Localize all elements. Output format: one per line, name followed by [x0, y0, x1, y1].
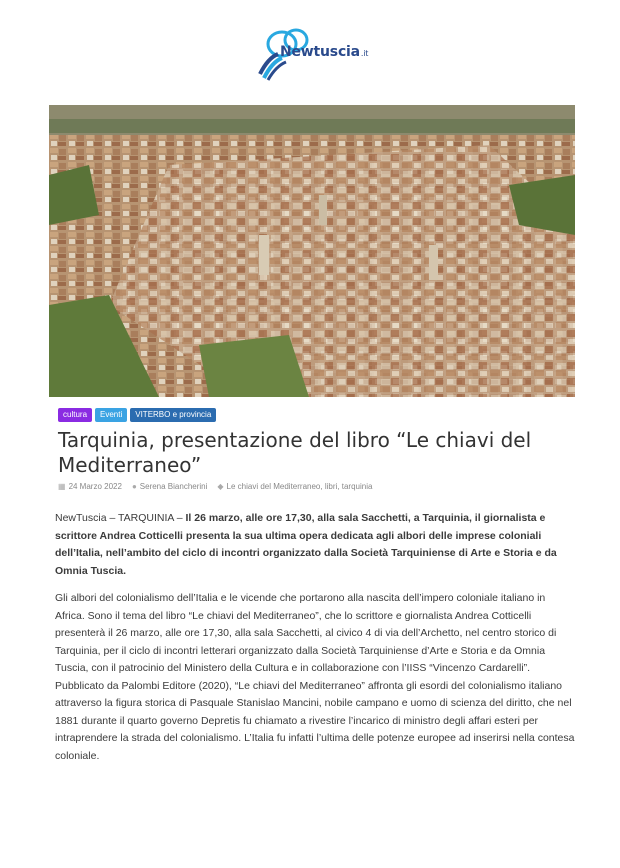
keyword-link[interactable]: Le chiavi del Mediterraneo — [226, 482, 321, 491]
tag-cultura[interactable]: cultura — [58, 408, 92, 422]
tag-icon: ◆ — [217, 482, 224, 491]
meta-date[interactable] — [58, 482, 122, 491]
brand-tld: .it — [360, 49, 369, 58]
site-brand[interactable] — [280, 44, 368, 60]
date-text: 24 Marzo 2022 — [68, 482, 122, 491]
hero-image — [49, 105, 575, 397]
category-tags — [58, 408, 216, 422]
brand-name: Newtuscia — [280, 44, 360, 60]
tag-eventi[interactable]: Eventi — [95, 408, 127, 422]
meta-author[interactable] — [132, 482, 207, 491]
article-lead — [55, 510, 575, 580]
lead-prefix: NewTuscia – TARQUINIA – — [55, 512, 186, 524]
user-icon: ● — [131, 482, 137, 491]
body-paragraph-2: Pubblicato da Palombi Editore (2020), “Le chiavi del Mediterraneo” affronta gli esordi del colonialismo italiano attraverso la figura storica di Pasquale Stanislao Mancini, nobile campano e uomo di scienza del diritto, che nel 1881 durante il quarto governo Depretis fu chiamato a rivestire l’incarico di ministro degli affari esteri per intraprendere la strada del colonialismo. L’Italia fu infatti l’ultima delle potenze europee ad inserirsi nella contesa coloniale. — [55, 679, 575, 762]
keyword-link[interactable]: tarquinia — [341, 482, 373, 491]
article-title: Tarquinia, presentazione del libro “Le chiavi del Mediterraneo” — [58, 428, 532, 477]
lead-bold: Il 26 marzo, alle ore 17,30, alla sala Sacchetti, a Tarquinia, il giornalista e scrittore Andrea Cotticelli presenta la sua ultima opera dedicata agli albori delle imprese coloniali dell’Italia, nell’ambito del ciclo di incontri organizzato dalla Società Tarquiniense di Arte e Storia e da Omnia Tuscia. — [55, 512, 557, 577]
article-meta — [58, 482, 372, 491]
calendar-icon: ▦ — [58, 482, 66, 491]
body-paragraph-1: Gli albori del colonialismo dell’Italia e le vicende che portarono alla nascita dell’impero coloniale italiano in Africa. Sono il tema del libro “Le chiavi del Mediterraneo”, che lo scrittore e giornalista Andrea Cotticelli presenterà il 26 marzo, alle ore 17,30, alla sala Sacchetti, al civico 4 di via dell’Archetto, nel centro storico di Tarquinia, per il ciclo di incontri letterari organizzato dalla Società Tarquiniense d’Arte e Storia e da Omnia Tuscia, con il patrocinio del Ministero della Cultura e in collaborazione con l’IISS “Vincenzo Cardarelli”. — [55, 592, 557, 674]
tag-viterbo[interactable]: VITERBO e provincia — [130, 408, 216, 422]
author-name: Serena Biancherini — [139, 482, 208, 491]
keyword-link[interactable]: libri — [324, 482, 338, 491]
meta-tags: ◆ Le chiavi del Mediterraneo, libri, tarquinia — [217, 482, 373, 491]
article-body — [55, 590, 575, 765]
